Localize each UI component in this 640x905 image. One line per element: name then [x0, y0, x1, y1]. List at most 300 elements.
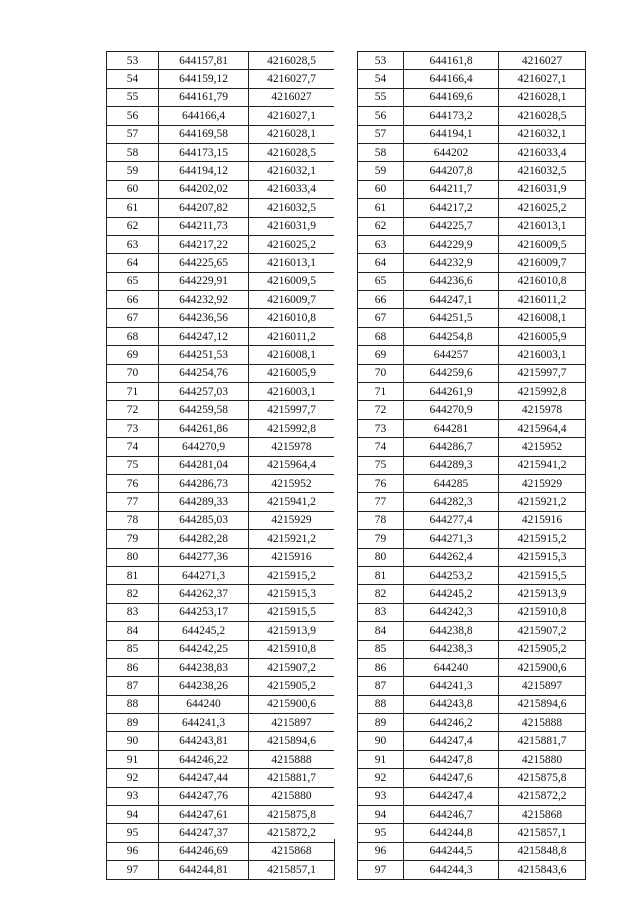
y-coordinate-cell: 4215921,2 [249, 530, 335, 548]
y-coordinate-cell: 4216033,4 [499, 143, 586, 161]
table-row [107, 346, 335, 364]
x-coordinate-cell: 644194,1 [404, 125, 499, 143]
point-number-cell: 67 [107, 309, 159, 327]
y-coordinate-cell: 4215888 [499, 714, 586, 732]
y-coordinate-cell: 4215875,8 [499, 769, 586, 787]
table-row [358, 199, 586, 217]
point-number-cell: 67 [358, 309, 404, 327]
y-coordinate-cell: 4215872,2 [249, 824, 335, 842]
x-coordinate-cell: 644246,2 [404, 714, 499, 732]
point-number-cell: 66 [358, 291, 404, 309]
x-coordinate-cell: 644207,82 [159, 199, 249, 217]
point-number-cell: 94 [358, 806, 404, 824]
y-coordinate-cell: 4216027,1 [249, 107, 335, 125]
point-number-cell: 63 [358, 235, 404, 253]
x-coordinate-cell: 644173,15 [159, 143, 249, 161]
x-coordinate-cell: 644285 [404, 474, 499, 492]
y-coordinate-cell: 4216032,1 [249, 162, 335, 180]
point-number-cell: 65 [358, 272, 404, 290]
point-number-cell: 83 [358, 603, 404, 621]
y-coordinate-cell: 4215900,6 [249, 695, 335, 713]
point-number-cell: 95 [107, 824, 159, 842]
table-row [107, 622, 335, 640]
x-coordinate-cell: 644281,04 [159, 456, 249, 474]
point-number-cell: 81 [107, 566, 159, 584]
y-coordinate-cell: 4215915,3 [499, 548, 586, 566]
table-row [107, 658, 335, 676]
y-coordinate-cell: 4215915,5 [249, 603, 335, 621]
y-coordinate-cell: 4216013,1 [499, 217, 586, 235]
y-coordinate-cell: 4215921,2 [499, 493, 586, 511]
x-coordinate-cell: 644271,3 [159, 566, 249, 584]
x-coordinate-cell: 644251,53 [159, 346, 249, 364]
y-coordinate-cell: 4216009,7 [249, 291, 335, 309]
x-coordinate-cell: 644282,3 [404, 493, 499, 511]
table-row [358, 603, 586, 621]
point-number-cell: 79 [107, 530, 159, 548]
x-coordinate-cell: 644270,9 [404, 401, 499, 419]
point-number-cell: 88 [107, 695, 159, 713]
table-row [107, 364, 335, 382]
x-coordinate-cell: 644254,76 [159, 364, 249, 382]
point-number-cell: 89 [358, 714, 404, 732]
table-row [107, 162, 335, 180]
table-row [107, 493, 335, 511]
x-coordinate-cell: 644277,4 [404, 511, 499, 529]
table-row [107, 52, 335, 70]
point-number-cell: 76 [358, 474, 404, 492]
table-row [107, 585, 335, 603]
table-row [107, 566, 335, 584]
x-coordinate-cell: 644246,22 [159, 750, 249, 768]
table-row [107, 107, 335, 125]
x-coordinate-cell: 644262,4 [404, 548, 499, 566]
x-coordinate-cell: 644247,12 [159, 327, 249, 345]
table-row [107, 640, 335, 658]
table-row [358, 511, 586, 529]
y-coordinate-cell: 4215857,1 [249, 861, 335, 879]
y-coordinate-cell: 4216009,7 [499, 254, 586, 272]
point-number-cell: 68 [358, 327, 404, 345]
point-number-cell: 96 [107, 842, 159, 860]
y-coordinate-cell: 4215952 [249, 474, 335, 492]
table-row [358, 125, 586, 143]
y-coordinate-cell: 4215997,7 [499, 364, 586, 382]
y-coordinate-cell: 4216032,1 [499, 125, 586, 143]
point-number-cell: 96 [358, 842, 404, 860]
x-coordinate-cell: 644229,91 [159, 272, 249, 290]
point-number-cell: 73 [358, 419, 404, 437]
y-coordinate-cell: 4215915,3 [249, 585, 335, 603]
table-row [107, 548, 335, 566]
point-number-cell: 91 [107, 750, 159, 768]
x-coordinate-cell: 644194,12 [159, 162, 249, 180]
table-row [358, 52, 586, 70]
point-number-cell: 97 [107, 861, 159, 879]
point-number-cell: 86 [358, 658, 404, 676]
y-coordinate-cell: 4215880 [499, 750, 586, 768]
y-coordinate-cell: 4215843,6 [499, 861, 586, 879]
y-coordinate-cell: 4216003,1 [499, 346, 586, 364]
y-coordinate-cell: 4216003,1 [249, 383, 335, 401]
table-row [107, 787, 335, 805]
x-coordinate-cell: 644240 [404, 658, 499, 676]
y-coordinate-cell: 4215857,1 [499, 824, 586, 842]
x-coordinate-cell: 644282,28 [159, 530, 249, 548]
y-coordinate-cell: 4216008,1 [249, 346, 335, 364]
table-row [358, 383, 586, 401]
table-row [107, 309, 335, 327]
table-row [358, 714, 586, 732]
table-row [107, 842, 335, 860]
y-coordinate-cell: 4215900,6 [499, 658, 586, 676]
table-gap [334, 51, 357, 839]
x-coordinate-cell: 644238,8 [404, 622, 499, 640]
point-number-cell: 55 [107, 88, 159, 106]
y-coordinate-cell: 4216031,9 [249, 217, 335, 235]
table-row [107, 806, 335, 824]
y-coordinate-cell: 4216031,9 [499, 180, 586, 198]
point-number-cell: 85 [107, 640, 159, 658]
point-number-cell: 79 [358, 530, 404, 548]
table-row [107, 474, 335, 492]
point-number-cell: 94 [107, 806, 159, 824]
table-row [107, 769, 335, 787]
x-coordinate-cell: 644159,12 [159, 70, 249, 88]
y-coordinate-cell: 4215929 [499, 474, 586, 492]
x-coordinate-cell: 644259,6 [404, 364, 499, 382]
point-number-cell: 90 [358, 732, 404, 750]
table-row [107, 70, 335, 88]
x-coordinate-cell: 644207,8 [404, 162, 499, 180]
point-number-cell: 77 [107, 493, 159, 511]
table-row [358, 180, 586, 198]
table-row [358, 143, 586, 161]
point-number-cell: 63 [107, 235, 159, 253]
x-coordinate-cell: 644238,3 [404, 640, 499, 658]
x-coordinate-cell: 644251,5 [404, 309, 499, 327]
x-coordinate-cell: 644225,7 [404, 217, 499, 235]
x-coordinate-cell: 644247,44 [159, 769, 249, 787]
y-coordinate-cell: 4216025,2 [249, 235, 335, 253]
x-coordinate-cell: 644261,9 [404, 383, 499, 401]
x-coordinate-cell: 644232,92 [159, 291, 249, 309]
x-coordinate-cell: 644166,4 [159, 107, 249, 125]
point-number-cell: 83 [107, 603, 159, 621]
x-coordinate-cell: 644232,9 [404, 254, 499, 272]
y-coordinate-cell: 4216010,8 [249, 309, 335, 327]
point-number-cell: 87 [107, 677, 159, 695]
x-coordinate-cell: 644262,37 [159, 585, 249, 603]
y-coordinate-cell: 4216027,7 [249, 70, 335, 88]
point-number-cell: 66 [107, 291, 159, 309]
table-row [107, 217, 335, 235]
table-row [107, 272, 335, 290]
x-coordinate-cell: 644211,73 [159, 217, 249, 235]
y-coordinate-cell: 4216010,8 [499, 272, 586, 290]
point-number-cell: 76 [107, 474, 159, 492]
point-number-cell: 88 [358, 695, 404, 713]
table-row [358, 70, 586, 88]
y-coordinate-cell: 4216013,1 [249, 254, 335, 272]
coordinates-table-left [106, 51, 335, 880]
table-row [358, 474, 586, 492]
table-row [358, 566, 586, 584]
point-number-cell: 82 [358, 585, 404, 603]
y-coordinate-cell: 4215894,6 [499, 695, 586, 713]
table-row [358, 824, 586, 842]
table-row [358, 217, 586, 235]
point-number-cell: 56 [107, 107, 159, 125]
point-number-cell: 73 [107, 419, 159, 437]
table-row [107, 327, 335, 345]
y-coordinate-cell: 4215910,8 [499, 603, 586, 621]
x-coordinate-cell: 644243,81 [159, 732, 249, 750]
table-row [358, 695, 586, 713]
point-number-cell: 70 [358, 364, 404, 382]
y-coordinate-cell: 4215941,2 [249, 493, 335, 511]
table-row [358, 419, 586, 437]
table-row [358, 677, 586, 695]
table-row [358, 438, 586, 456]
y-coordinate-cell: 4215913,9 [499, 585, 586, 603]
table-row [107, 714, 335, 732]
x-coordinate-cell: 644225,65 [159, 254, 249, 272]
x-coordinate-cell: 644246,7 [404, 806, 499, 824]
y-coordinate-cell: 4216008,1 [499, 309, 586, 327]
x-coordinate-cell: 644247,4 [404, 732, 499, 750]
y-coordinate-cell: 4215916 [249, 548, 335, 566]
y-coordinate-cell: 4215897 [499, 677, 586, 695]
point-number-cell: 53 [107, 52, 159, 70]
table-row [358, 309, 586, 327]
point-number-cell: 60 [358, 180, 404, 198]
point-number-cell: 87 [358, 677, 404, 695]
y-coordinate-cell: 4215915,2 [499, 530, 586, 548]
x-coordinate-cell: 644202,02 [159, 180, 249, 198]
y-coordinate-cell: 4215915,5 [499, 566, 586, 584]
y-coordinate-cell: 4215978 [249, 438, 335, 456]
x-coordinate-cell: 644169,58 [159, 125, 249, 143]
point-number-cell: 74 [107, 438, 159, 456]
point-number-cell: 97 [358, 861, 404, 879]
x-coordinate-cell: 644242,3 [404, 603, 499, 621]
point-number-cell: 95 [358, 824, 404, 842]
x-coordinate-cell: 644241,3 [404, 677, 499, 695]
x-coordinate-cell: 644244,3 [404, 861, 499, 879]
table-row [358, 401, 586, 419]
y-coordinate-cell: 4215907,2 [499, 622, 586, 640]
y-coordinate-cell: 4216009,5 [249, 272, 335, 290]
point-number-cell: 64 [107, 254, 159, 272]
table-row [107, 750, 335, 768]
y-coordinate-cell: 4216032,5 [249, 199, 335, 217]
x-coordinate-cell: 644173,2 [404, 107, 499, 125]
y-coordinate-cell: 4216028,1 [249, 125, 335, 143]
table-row [358, 107, 586, 125]
point-number-cell: 69 [358, 346, 404, 364]
y-coordinate-cell: 4215881,7 [499, 732, 586, 750]
y-coordinate-cell: 4215992,8 [499, 383, 586, 401]
y-coordinate-cell: 4216028,1 [499, 88, 586, 106]
y-coordinate-cell: 4216028,5 [249, 143, 335, 161]
point-number-cell: 81 [358, 566, 404, 584]
x-coordinate-cell: 644244,8 [404, 824, 499, 842]
x-coordinate-cell: 644285,03 [159, 511, 249, 529]
x-coordinate-cell: 644286,73 [159, 474, 249, 492]
x-coordinate-cell: 644289,33 [159, 493, 249, 511]
x-coordinate-cell: 644286,7 [404, 438, 499, 456]
point-number-cell: 58 [107, 143, 159, 161]
point-number-cell: 59 [107, 162, 159, 180]
x-coordinate-cell: 644244,5 [404, 842, 499, 860]
point-number-cell: 74 [358, 438, 404, 456]
y-coordinate-cell: 4216009,5 [499, 235, 586, 253]
point-number-cell: 90 [107, 732, 159, 750]
table-row [358, 861, 586, 879]
table-row [107, 235, 335, 253]
x-coordinate-cell: 644277,36 [159, 548, 249, 566]
table-row [358, 235, 586, 253]
x-coordinate-cell: 644217,22 [159, 235, 249, 253]
table-row [358, 548, 586, 566]
table-row [358, 750, 586, 768]
point-number-cell: 56 [358, 107, 404, 125]
y-coordinate-cell: 4216011,2 [249, 327, 335, 345]
table-row [107, 88, 335, 106]
point-number-cell: 71 [107, 383, 159, 401]
point-number-cell: 75 [358, 456, 404, 474]
point-number-cell: 93 [358, 787, 404, 805]
y-coordinate-cell: 4215880 [249, 787, 335, 805]
y-coordinate-cell: 4215868 [499, 806, 586, 824]
table-row [358, 732, 586, 750]
point-number-cell: 84 [107, 622, 159, 640]
point-number-cell: 91 [358, 750, 404, 768]
x-coordinate-cell: 644245,2 [159, 622, 249, 640]
table-body [358, 52, 586, 880]
y-coordinate-cell: 4215905,2 [249, 677, 335, 695]
x-coordinate-cell: 644161,79 [159, 88, 249, 106]
y-coordinate-cell: 4216027 [499, 52, 586, 70]
x-coordinate-cell: 644261,86 [159, 419, 249, 437]
point-number-cell: 80 [358, 548, 404, 566]
x-coordinate-cell: 644242,25 [159, 640, 249, 658]
table-row [358, 254, 586, 272]
x-coordinate-cell: 644238,83 [159, 658, 249, 676]
table-row [358, 769, 586, 787]
x-coordinate-cell: 644246,69 [159, 842, 249, 860]
y-coordinate-cell: 4216028,5 [249, 52, 335, 70]
x-coordinate-cell: 644243,8 [404, 695, 499, 713]
y-coordinate-cell: 4215913,9 [249, 622, 335, 640]
table-row [107, 401, 335, 419]
table-row [107, 530, 335, 548]
point-number-cell: 77 [358, 493, 404, 511]
table-row [107, 695, 335, 713]
y-coordinate-cell: 4215964,4 [499, 419, 586, 437]
x-coordinate-cell: 644169,6 [404, 88, 499, 106]
table-row [107, 861, 335, 879]
y-coordinate-cell: 4215915,2 [249, 566, 335, 584]
table-body [107, 52, 335, 880]
x-coordinate-cell: 644236,56 [159, 309, 249, 327]
table-row [358, 493, 586, 511]
point-number-cell: 69 [107, 346, 159, 364]
y-coordinate-cell: 4215992,8 [249, 419, 335, 437]
x-coordinate-cell: 644247,37 [159, 824, 249, 842]
y-coordinate-cell: 4215978 [499, 401, 586, 419]
point-number-cell: 78 [358, 511, 404, 529]
point-number-cell: 62 [107, 217, 159, 235]
table-row [107, 419, 335, 437]
y-coordinate-cell: 4215897 [249, 714, 335, 732]
table-row [107, 732, 335, 750]
x-coordinate-cell: 644244,81 [159, 861, 249, 879]
x-coordinate-cell: 644211,7 [404, 180, 499, 198]
table-row [358, 88, 586, 106]
y-coordinate-cell: 4215888 [249, 750, 335, 768]
y-coordinate-cell: 4216028,5 [499, 107, 586, 125]
x-coordinate-cell: 644245,2 [404, 585, 499, 603]
point-number-cell: 65 [107, 272, 159, 290]
table-row [358, 806, 586, 824]
y-coordinate-cell: 4216005,9 [249, 364, 335, 382]
y-coordinate-cell: 4215872,2 [499, 787, 586, 805]
table-row [107, 180, 335, 198]
y-coordinate-cell: 4215952 [499, 438, 586, 456]
point-number-cell: 54 [107, 70, 159, 88]
point-number-cell: 62 [358, 217, 404, 235]
x-coordinate-cell: 644157,81 [159, 52, 249, 70]
point-number-cell: 72 [358, 401, 404, 419]
point-number-cell: 58 [358, 143, 404, 161]
table-row [107, 438, 335, 456]
table-row [358, 640, 586, 658]
point-number-cell: 70 [107, 364, 159, 382]
table-row [358, 162, 586, 180]
table-row [358, 842, 586, 860]
point-number-cell: 92 [358, 769, 404, 787]
y-coordinate-cell: 4215964,4 [249, 456, 335, 474]
point-number-cell: 75 [107, 456, 159, 474]
x-coordinate-cell: 644238,26 [159, 677, 249, 695]
y-coordinate-cell: 4216033,4 [249, 180, 335, 198]
x-coordinate-cell: 644270,9 [159, 438, 249, 456]
point-number-cell: 82 [107, 585, 159, 603]
table-row [358, 364, 586, 382]
x-coordinate-cell: 644281 [404, 419, 499, 437]
table-row [107, 603, 335, 621]
table-row [358, 622, 586, 640]
y-coordinate-cell: 4215929 [249, 511, 335, 529]
y-coordinate-cell: 4215941,2 [499, 456, 586, 474]
table-row [107, 254, 335, 272]
y-coordinate-cell: 4216032,5 [499, 162, 586, 180]
table-row [358, 585, 586, 603]
point-number-cell: 57 [358, 125, 404, 143]
point-number-cell: 71 [358, 383, 404, 401]
x-coordinate-cell: 644247,4 [404, 787, 499, 805]
x-coordinate-cell: 644247,1 [404, 291, 499, 309]
x-coordinate-cell: 644253,17 [159, 603, 249, 621]
point-number-cell: 57 [107, 125, 159, 143]
x-coordinate-cell: 644229,9 [404, 235, 499, 253]
table-row [107, 511, 335, 529]
point-number-cell: 61 [358, 199, 404, 217]
x-coordinate-cell: 644217,2 [404, 199, 499, 217]
x-coordinate-cell: 644236,6 [404, 272, 499, 290]
